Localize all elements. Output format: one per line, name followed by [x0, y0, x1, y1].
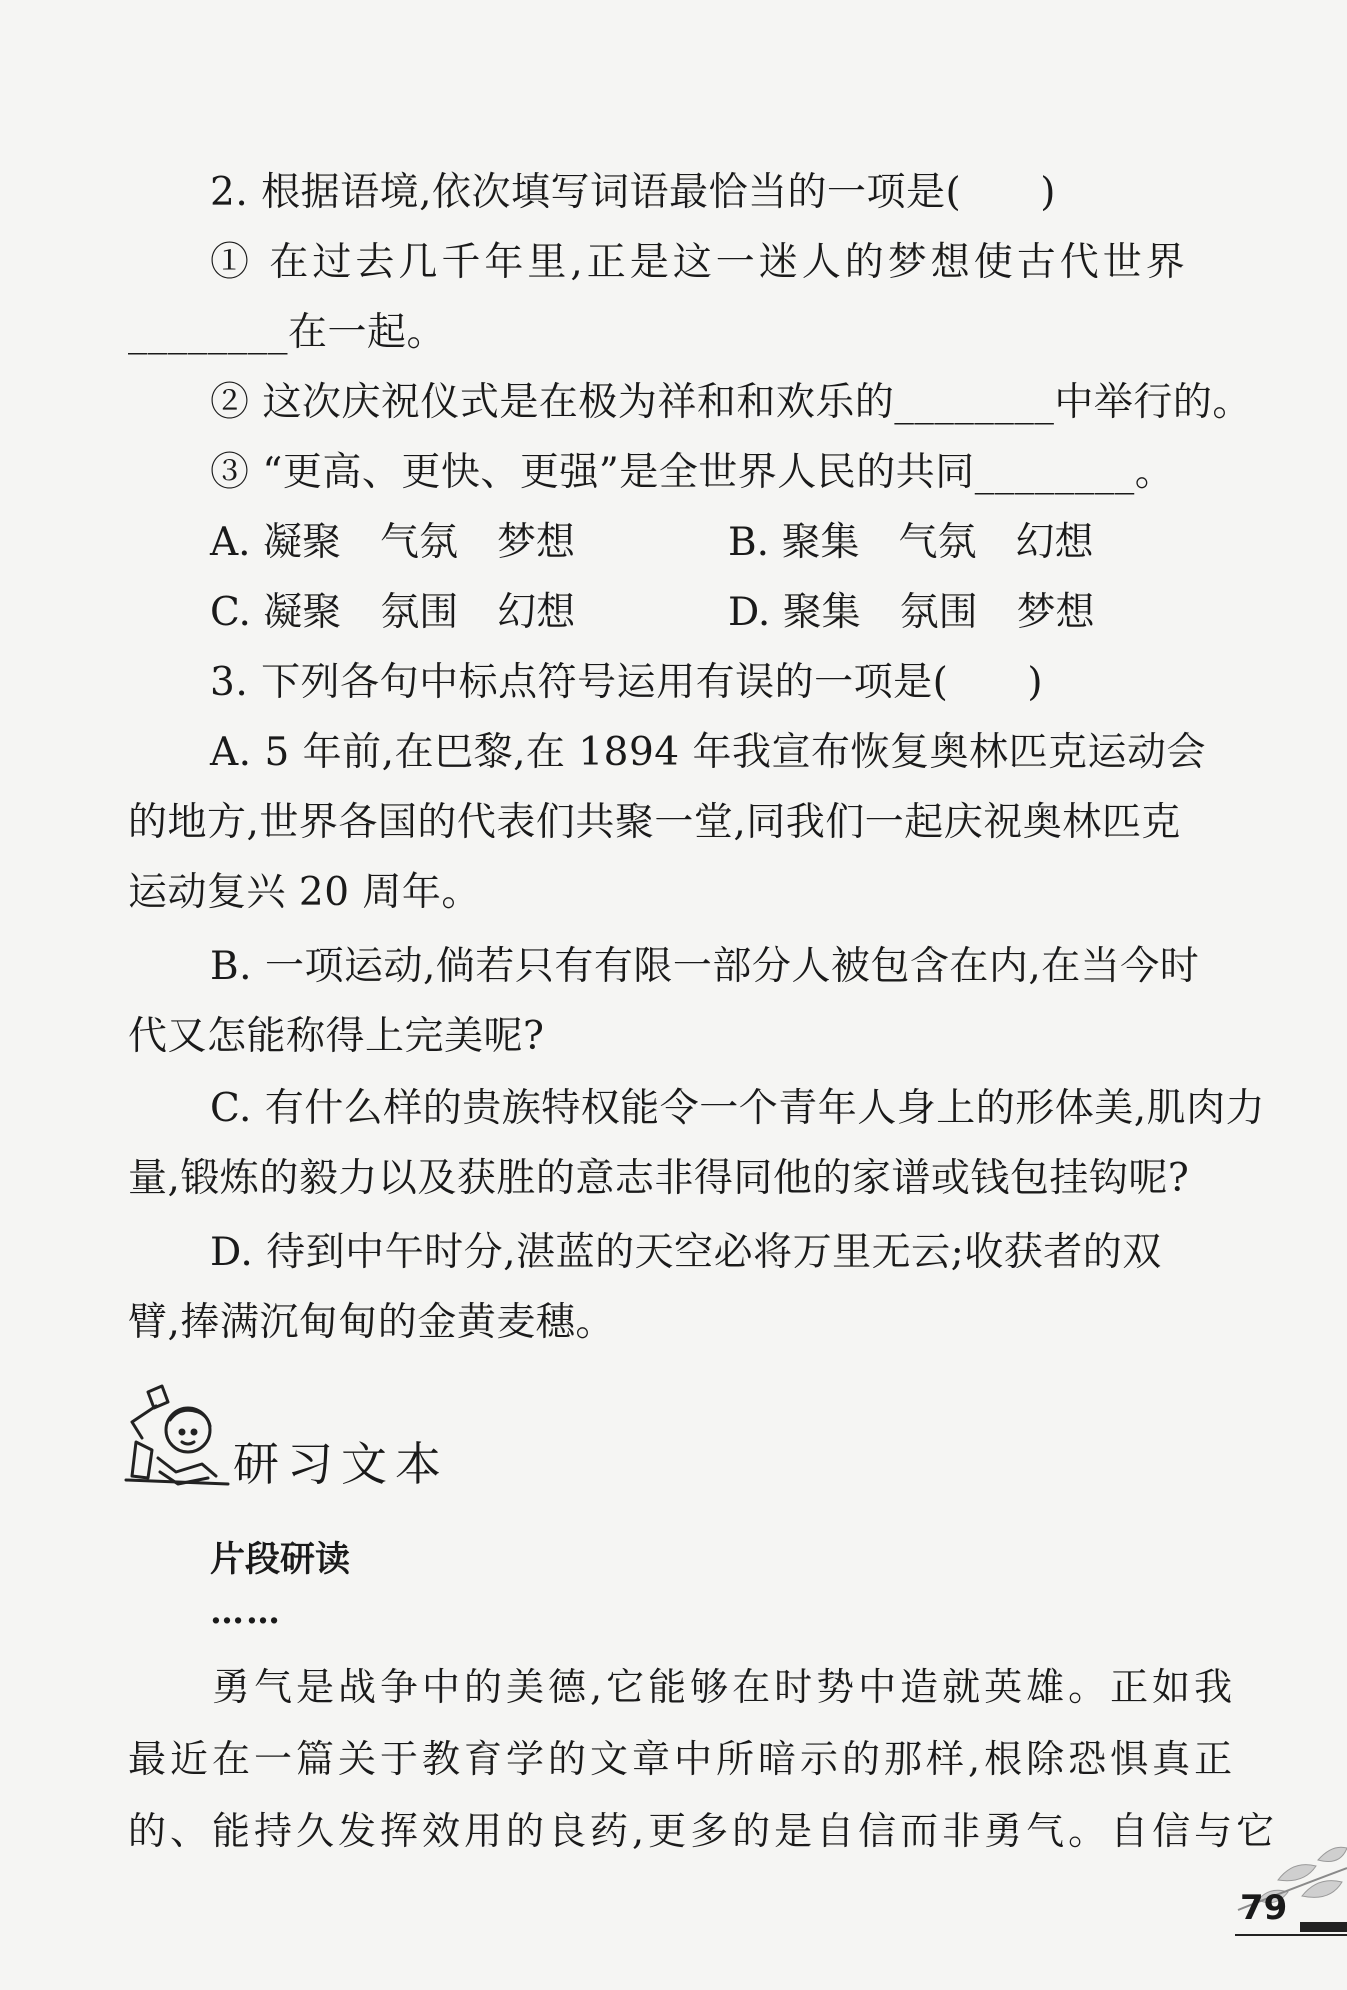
q3-option-b-line1: B. 一项运动,倘若只有有限一部分人被包含在内,在当今时 [210, 944, 1200, 989]
q2-option-d: D. 聚集 氛围 梦想 [728, 590, 1095, 635]
excerpt-ellipsis: …… [210, 1592, 282, 1632]
page-footer-bar [1300, 1922, 1347, 1932]
q3-option-a-line3: 运动复兴 20 周年。 [128, 870, 481, 915]
q2-sentence-1b: ________在一起。 [128, 310, 447, 355]
q3-option-d-line1: D. 待到中午时分,湛蓝的天空必将万里无云;收获者的双 [210, 1230, 1162, 1275]
q3-option-c-line2: 量,锻炼的毅力以及获胜的意志非得同他的家谱或钱包挂钩呢? [128, 1156, 1190, 1201]
q2-option-c: C. 凝聚 氛围 幻想 [210, 590, 576, 635]
q3-stem: 3. 下列各句中标点符号运用有误的一项是( ) [210, 660, 1044, 705]
student-reading-illustration [118, 1380, 236, 1492]
excerpt-line-1: 勇气是战争中的美德,它能够在时势中造就英雄。正如我 [212, 1665, 1237, 1709]
q3-option-c-line1: C. 有什么样的贵族特权能令一个青年人身上的形体美,肌肉力 [210, 1086, 1266, 1131]
q2-option-a: A. 凝聚 气氛 梦想 [210, 520, 575, 565]
excerpt-line-2: 最近在一篇关于教育学的文章中所暗示的那样,根除恐惧真正 [128, 1737, 1237, 1781]
q2-stem: 2. 根据语境,依次填写词语最恰当的一项是( ) [210, 170, 1056, 215]
q3-option-b-line2: 代又怎能称得上完美呢? [128, 1014, 545, 1059]
page-footer-rule [1235, 1934, 1347, 1936]
q3-option-a-line2: 的地方,世界各国的代表们共聚一堂,同我们一起庆祝奥林匹克 [128, 800, 1181, 845]
q2-sentence-3: ③ “更高、更快、更强”是全世界人民的共同________。 [210, 450, 1175, 495]
q2-option-b: B. 聚集 气氛 幻想 [728, 520, 1094, 565]
section-subheading: 片段研读 [210, 1540, 351, 1580]
q2-sentence-2: ② 这次庆祝仪式是在极为祥和和欢乐的________中举行的。 [210, 380, 1252, 425]
q3-option-a-line1: A. 5 年前,在巴黎,在 1894 年我宣布恢复奥林匹克运动会 [210, 730, 1207, 775]
q3-option-d-line2: 臂,捧满沉甸甸的金黄麦穗。 [128, 1300, 615, 1345]
q2-sentence-1a: ① 在过去几千年里,正是这一迷人的梦想使古代世界 [210, 240, 1189, 285]
excerpt-line-3: 的、能持久发挥效用的良药,更多的是自信而非勇气。自信与它 [128, 1809, 1279, 1853]
page-number: 79 [1240, 1888, 1288, 1928]
section-title: 研习文本 [233, 1437, 449, 1491]
